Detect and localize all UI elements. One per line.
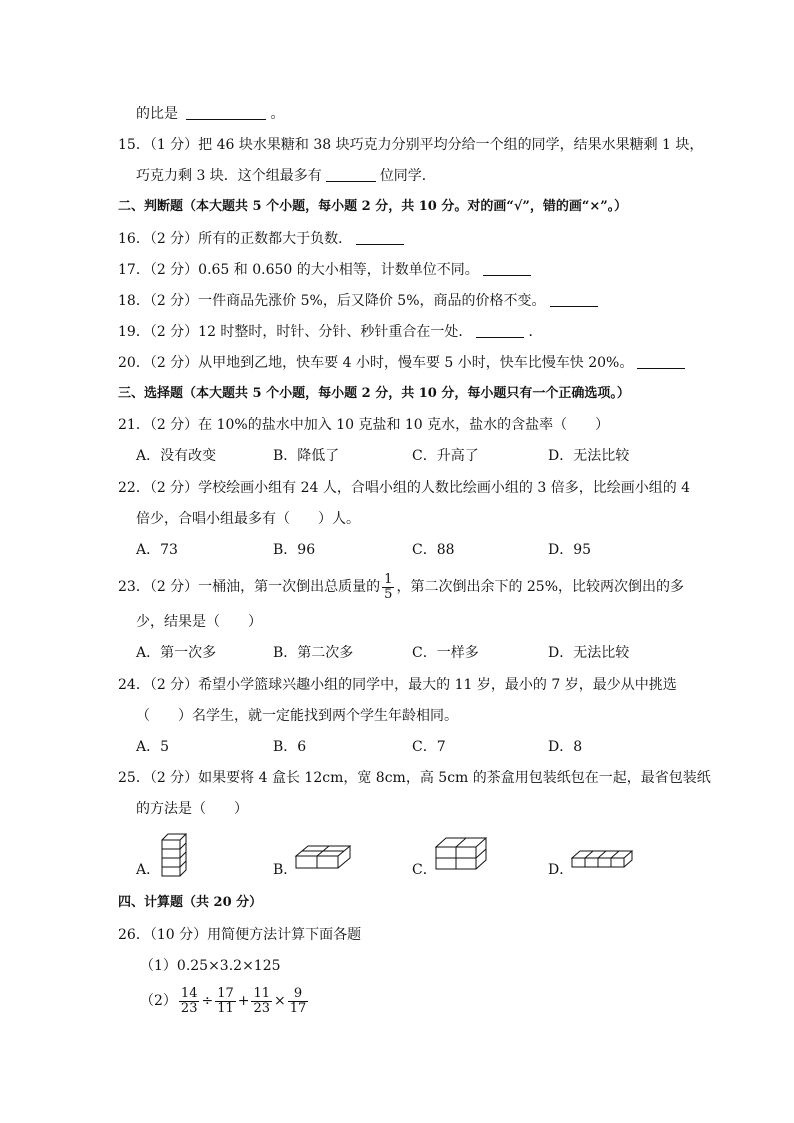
q22-option-a[interactable]: A．73 — [136, 542, 178, 558]
fraction — [251, 987, 272, 1016]
q24-option-a[interactable]: A．5 — [136, 739, 170, 755]
two-by-two-stacked-boxes-figure — [434, 835, 488, 871]
row-of-four-boxes-figure — [570, 848, 634, 870]
q24-line2: （ ）名学生，就一定能找到两个学生年龄相同。 — [136, 708, 458, 724]
q23-text-a: 23．（2 分）一桶油，第一次倒出总质量的 — [118, 579, 381, 595]
q16-text: 16．（2 分）所有的正数都大于负数． — [118, 231, 353, 247]
answer-blank[interactable] — [326, 167, 376, 182]
q26-text: 26．（10 分）用简便方法计算下面各题 — [118, 927, 362, 943]
q15-text-b: 位同学． — [379, 168, 436, 184]
q26-part2-label: （2） — [140, 993, 177, 1009]
q23-option-a[interactable]: A．第一次多 — [136, 645, 217, 661]
fraction-denominator: 11 — [217, 1000, 234, 1016]
q23-option-b[interactable]: B．第二次多 — [273, 645, 354, 661]
q24-option-b[interactable]: B．6 — [273, 739, 307, 755]
answer-blank[interactable] — [637, 354, 685, 369]
answer-blank[interactable] — [186, 105, 266, 120]
multiply-operator: × — [274, 993, 286, 1009]
q15-text-a: 巧克力剩 3 块．这个组最多有 — [136, 168, 322, 184]
q17-text: 17．（2 分）0.65 和 0.650 的大小相等，计数单位不同。 — [118, 262, 479, 278]
q19-end: ． — [528, 324, 543, 340]
answer-blank[interactable] — [550, 292, 598, 307]
q19 — [118, 322, 542, 342]
answer-blank[interactable] — [483, 261, 531, 276]
q19-text: 19．（2 分）12 时整时，时针、分针、秒针重合在一处． — [118, 324, 473, 340]
section-calc-title: 四、计算题（共 20 分） — [118, 895, 263, 910]
q23-option-d[interactable]: D．无法比较 — [548, 645, 630, 661]
fraction-numerator: 9 — [288, 987, 309, 1002]
q25-line1: 25．（2 分）如果要将 4 盒长 12cm，宽 8cm，高 5cm 的茶盒用包装纸包在一起，最省包装纸 — [118, 770, 711, 786]
q22-option-d[interactable]: D．95 — [548, 542, 592, 558]
q22-option-b[interactable]: B．96 — [273, 542, 316, 558]
fraction-numerator: 1 — [384, 571, 393, 587]
q23-option-c[interactable]: C．一样多 — [412, 645, 479, 661]
q20 — [118, 353, 689, 373]
q22-line2: 倍少，合唱小组最多有（ ）人。 — [136, 511, 360, 527]
answer-blank[interactable] — [356, 230, 404, 245]
fraction-denominator: 23 — [253, 1000, 271, 1016]
q20-text: 20．（2 分）从甲地到乙地，快车要 4 小时，慢车要 5 小时，快车比慢车快 20%。 — [118, 355, 634, 371]
plus-operator: + — [237, 993, 250, 1009]
q18 — [118, 291, 602, 311]
q14-end: 。 — [270, 106, 285, 122]
section-choice-title: 三、选择题（本大题共 5 个小题，每小题 2 分，共 10 分，每小题只有一个正确选项。） — [118, 386, 630, 401]
fraction-denominator: 5 — [384, 586, 393, 602]
q24-option-c[interactable]: C．7 — [412, 739, 446, 755]
q25-option-a[interactable]: A． — [136, 862, 161, 878]
q14-text: 的比是 — [136, 106, 178, 122]
stacked-vertical-boxes-figure — [160, 828, 190, 878]
q14-tail — [136, 104, 284, 124]
q23-line1 — [118, 571, 684, 603]
fraction-numerator: 17 — [217, 985, 234, 1001]
q23-text-b: ，第二次倒出余下的 25%，比较两次倒出的多 — [396, 579, 685, 595]
q22-option-c[interactable]: C．88 — [412, 542, 455, 558]
q22-line1: 22．（2 分）学校绘画小组有 24 人，合唱小组的人数比绘画小组的 3 倍多，比绘画小组的 4 — [118, 480, 691, 496]
q25-line2: 的方法是（ ） — [136, 801, 248, 817]
q23-line2: 少，结果是（ ） — [136, 614, 262, 630]
q21-option-c[interactable]: C．升高了 — [412, 448, 479, 464]
fraction-denominator: 23 — [180, 1000, 198, 1016]
fraction-numerator: 11 — [253, 985, 271, 1001]
q26-part1: （1）0.25×3.2×125 — [140, 958, 281, 974]
q21-option-a[interactable]: A．没有改变 — [136, 448, 217, 464]
flat-2x2-boxes-figure — [294, 842, 352, 872]
q15-line1: 15．（1 分）把 46 块水果糖和 38 块巧克力分别平均分给一个组的同学，结果水果糖剩 1 块， — [118, 137, 704, 153]
fraction-numerator: 14 — [180, 985, 198, 1001]
divide-operator: ÷ — [201, 993, 214, 1009]
section-judge-title: 二、判断题（本大题共 5 个小题，每小题 2 分，共 10 分。对的画“√”，错的画“×”。） — [118, 199, 628, 214]
fraction — [382, 573, 394, 602]
fraction — [215, 987, 236, 1016]
q24-option-d[interactable]: D．8 — [548, 739, 583, 755]
q21-option-d[interactable]: D．无法比较 — [548, 448, 630, 464]
q25-option-d[interactable]: D． — [548, 862, 574, 878]
q16 — [118, 229, 408, 249]
q21-text: 21．（2 分）在 10%的盐水中加入 10 克盐和 10 克水，盐水的含盐率（ ） — [118, 417, 610, 433]
q21-option-b[interactable]: B．降低了 — [273, 448, 340, 464]
fraction — [288, 987, 309, 1016]
q26-part2 — [140, 984, 310, 1018]
fraction — [179, 987, 200, 1016]
q25-option-c[interactable]: C． — [412, 862, 437, 878]
q15-line2 — [136, 166, 436, 186]
answer-blank[interactable] — [476, 323, 524, 338]
fraction-denominator: 17 — [289, 1000, 307, 1016]
q24-line1: 24．（2 分）希望小学篮球兴趣小组的同学中，最大的 11 岁，最小的 7 岁，最少从中挑选 — [118, 677, 677, 693]
q17 — [118, 260, 535, 280]
q25-option-b[interactable]: B． — [273, 862, 298, 878]
q18-text: 18．（2 分）一件商品先涨价 5%，后又降价 5%，商品的价格不变。 — [118, 293, 546, 309]
